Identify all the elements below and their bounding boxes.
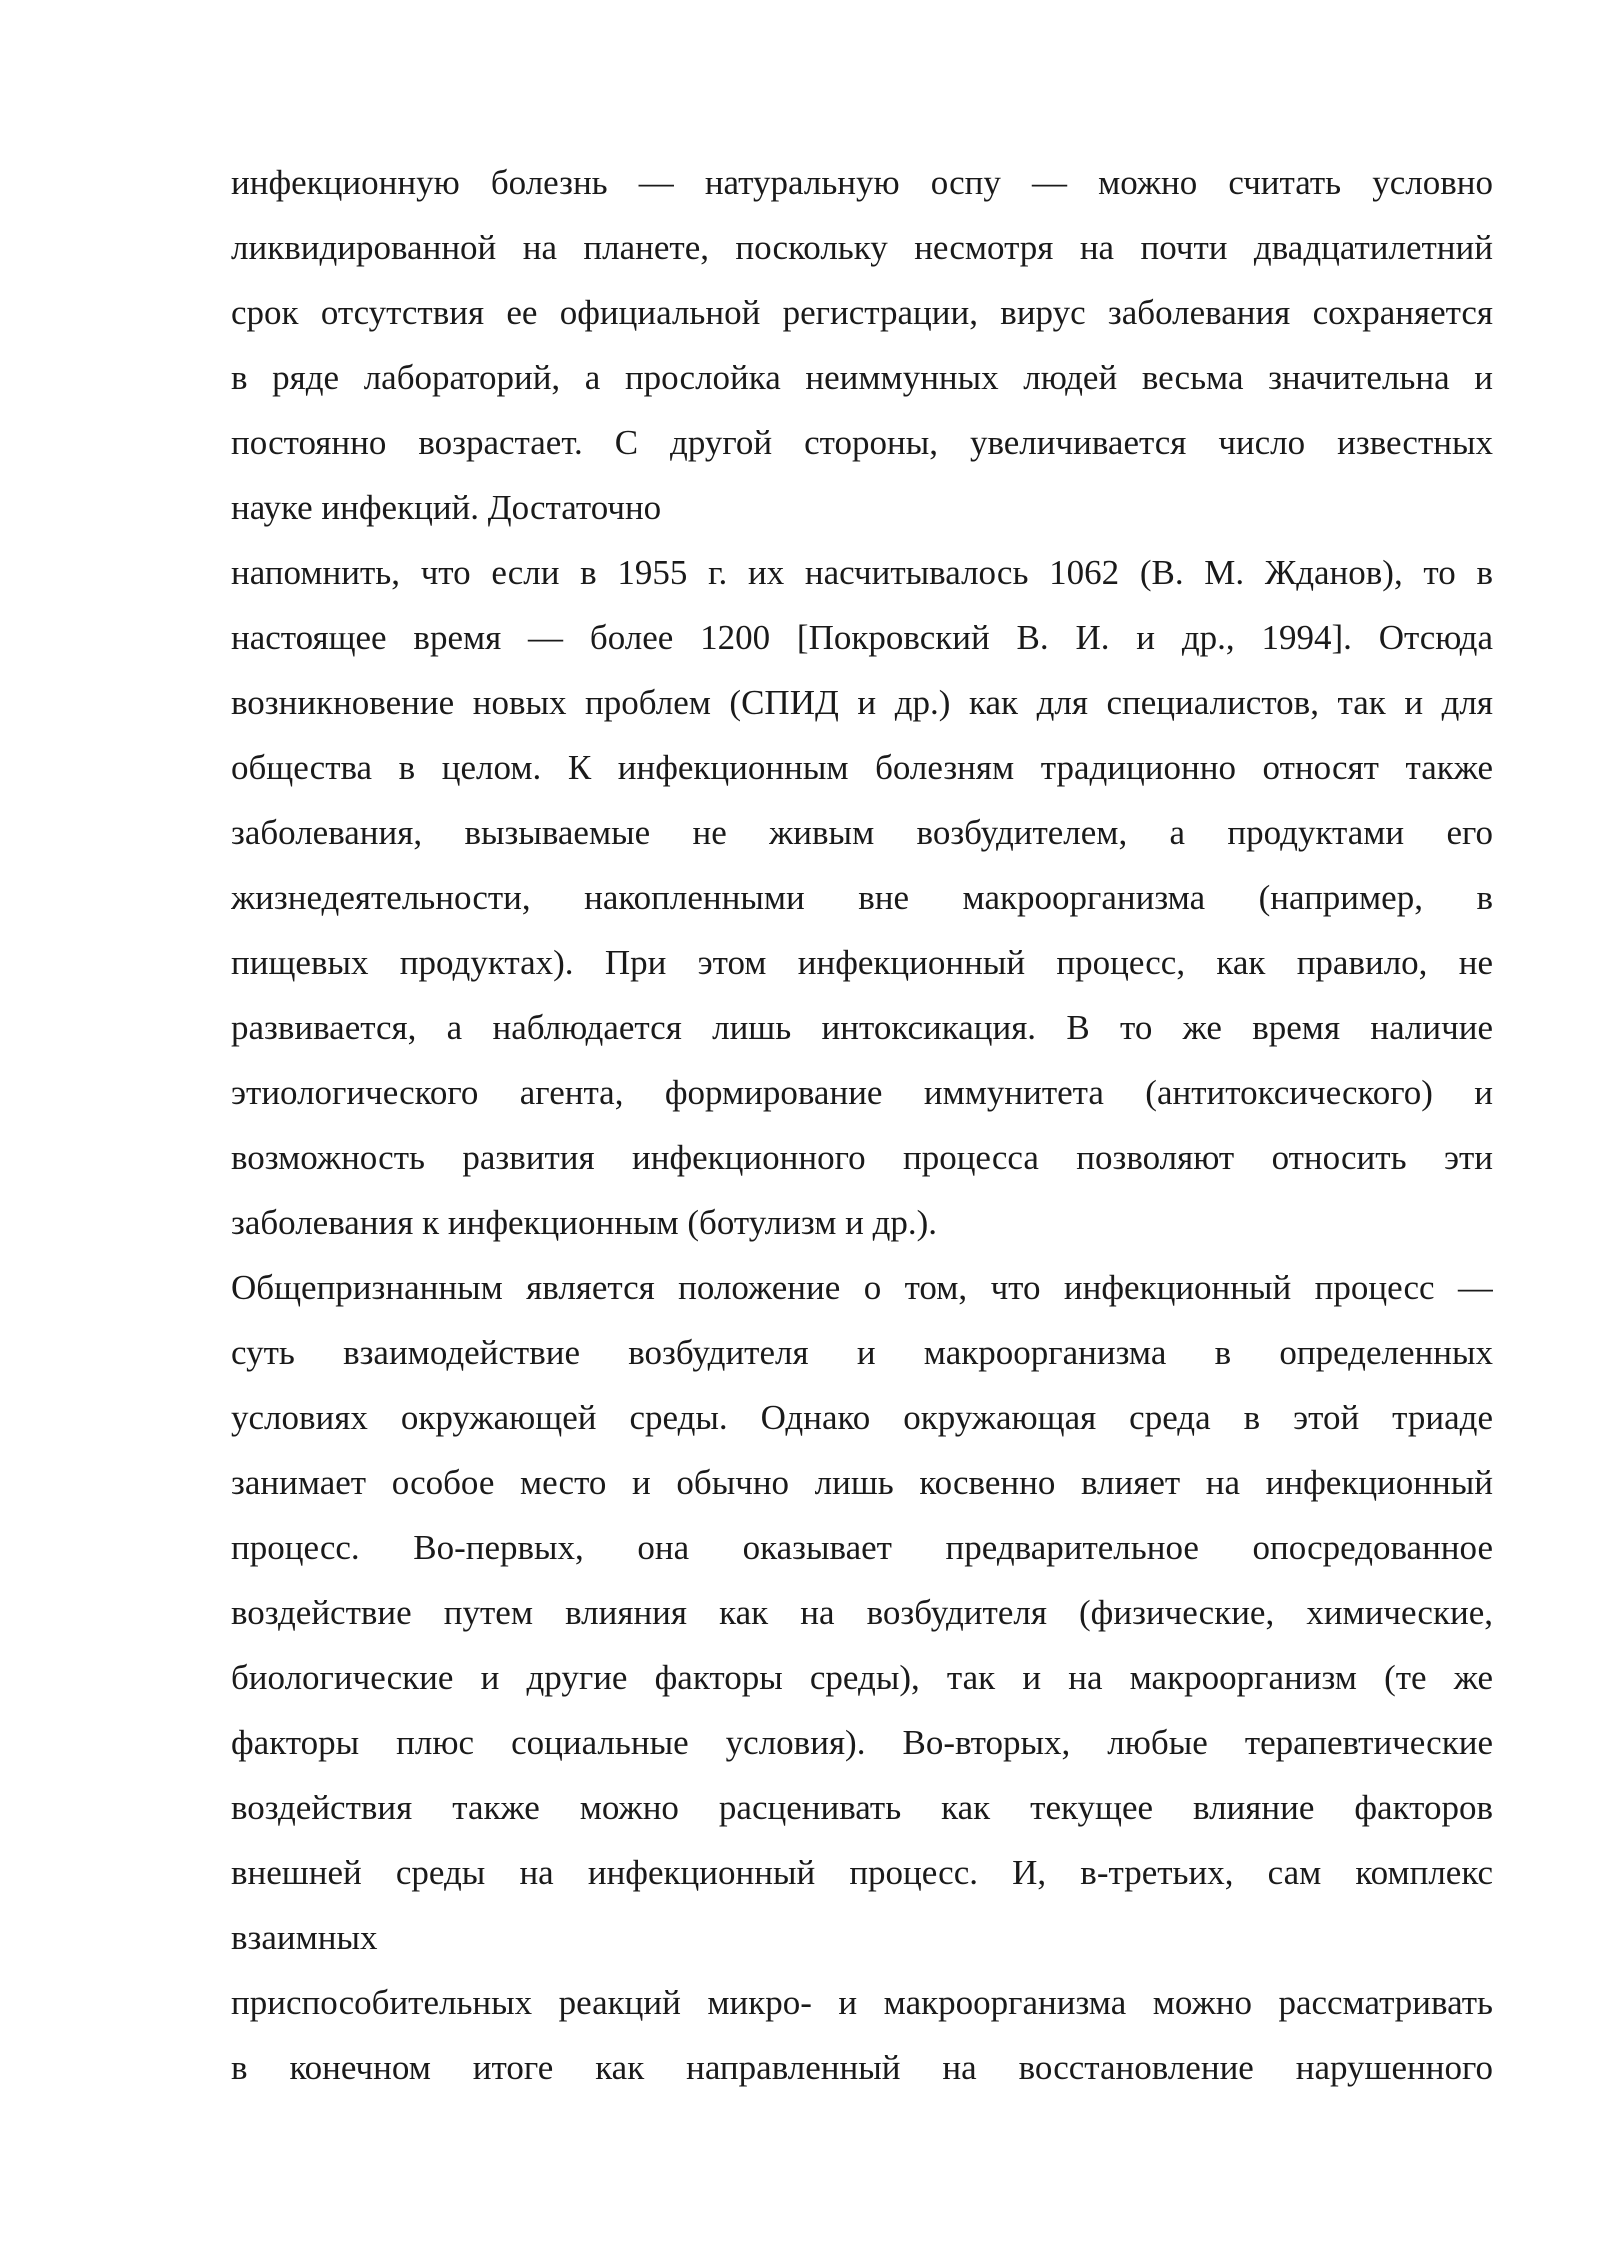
text-line: развивается, а наблюдается лишь интоксикация. В то же время наличие bbox=[231, 1008, 1493, 1047]
text-line: факторы плюс социальные условия). Во-вторых, любые терапевтические bbox=[231, 1723, 1493, 1762]
text-line: ликвидированной на планете, поскольку несмотря на почти двадцатилетний bbox=[231, 228, 1493, 267]
text-line: Общепризнанным является положение о том, что инфекционный процесс — bbox=[231, 1268, 1493, 1307]
text-line: пищевых продуктах). При этом инфекционный процесс, как правило, не bbox=[231, 943, 1493, 982]
text-line: науке инфекций. Достаточно bbox=[231, 488, 662, 527]
text-line: биологические и другие факторы среды), так и на макроорганизм (те же bbox=[231, 1658, 1493, 1697]
text-line: воздействие путем влияния как на возбудителя (физические, химические, bbox=[231, 1593, 1493, 1632]
text-line: заболевания, вызываемые не живым возбудителем, а продуктами его bbox=[231, 813, 1493, 852]
text-line: возникновение новых проблем (СПИД и др.) как для специалистов, так и для bbox=[231, 683, 1493, 722]
text-line: инфекционную болезнь — натуральную оспу — можно считать условно bbox=[231, 163, 1493, 202]
text-line: возможность развития инфекционного процесса позволяют относить эти bbox=[231, 1138, 1493, 1177]
text-line: процесс. Во-первых, она оказывает предварительное опосредованное bbox=[231, 1528, 1493, 1567]
text-line: этиологического агента, формирование иммунитета (антитоксического) и bbox=[231, 1073, 1493, 1112]
text-line: в конечном итоге как направленный на восстановление нарушенного bbox=[231, 2048, 1493, 2087]
text-line: срок отсутствия ее официальной регистрации, вирус заболевания сохраняется bbox=[231, 293, 1493, 332]
text-line: занимает особое место и обычно лишь косвенно влияет на инфекционный bbox=[231, 1463, 1493, 1502]
text-line: внешней среды на инфекционный процесс. И, в-третьих, сам комплекс bbox=[231, 1853, 1493, 1892]
text-line: взаимных bbox=[231, 1918, 378, 1957]
text-line: воздействия также можно расценивать как текущее влияние факторов bbox=[231, 1788, 1493, 1827]
text-line: напомнить, что если в 1955 г. их насчитывалось 1062 (В. М. Жданов), то в bbox=[231, 553, 1493, 592]
text-line: жизнедеятельности, накопленными вне макроорганизма (например, в bbox=[231, 878, 1493, 917]
text-line: заболевания к инфекционным (ботулизм и др.). bbox=[231, 1203, 938, 1242]
text-line: постоянно возрастает. С другой стороны, увеличивается число известных bbox=[231, 423, 1493, 462]
text-line: общества в целом. К инфекционным болезням традиционно относят также bbox=[231, 748, 1493, 787]
text-line: условиях окружающей среды. Однако окружающая среда в этой триаде bbox=[231, 1398, 1493, 1437]
text-line: приспособительных реакций микро- и макроорганизма можно рассматривать bbox=[231, 1983, 1493, 2022]
text-line: суть взаимодействие возбудителя и макроорганизма в определенных bbox=[231, 1333, 1493, 1372]
body-text bbox=[231, 150, 1493, 2100]
text-line: настоящее время — более 1200 [Покровский В. И. и др., 1994]. Отсюда bbox=[231, 618, 1493, 657]
text-line: в ряде лабораторий, а прослойка неиммунных людей весьма значительна и bbox=[231, 358, 1493, 397]
